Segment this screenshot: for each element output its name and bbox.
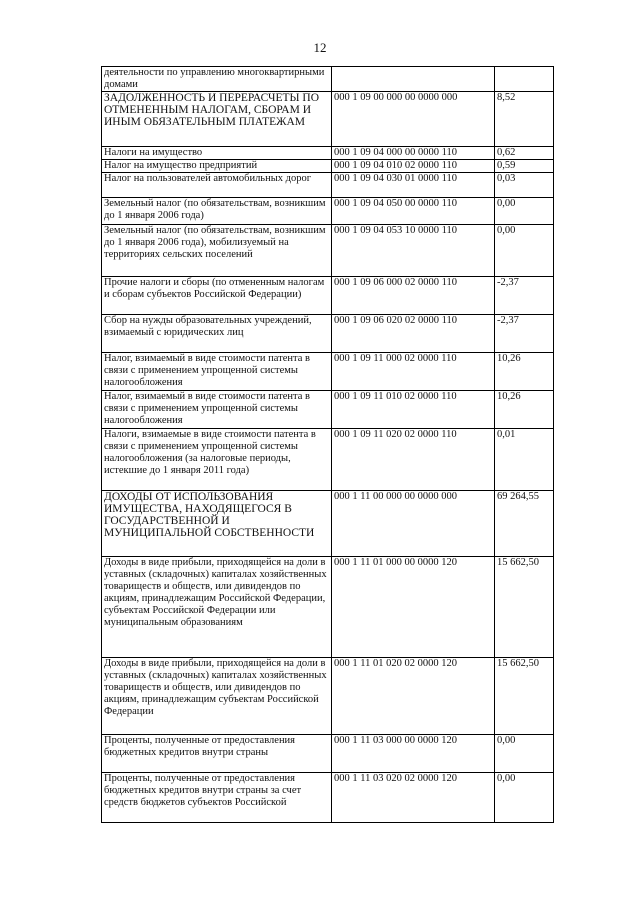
row-code-cell: 000 1 09 04 030 01 0000 110 [332,173,495,198]
row-code-cell: 000 1 09 04 053 10 0000 110 [332,225,495,277]
revenue-table [101,66,554,823]
table-row [102,67,554,92]
row-name-cell: Налог на имущество предприятий [102,160,332,173]
row-name-cell: Налоги, взимаемые в виде стоимости патента в связи с применением упрощенной системы налогообложения (за налоговые периоды, истекшие до 1 января 2011 года) [102,429,332,491]
table-row [102,735,554,773]
table-row [102,557,554,658]
row-amount-cell: 0,01 [495,429,554,491]
row-code-cell: 000 1 09 00 000 00 0000 000 [332,92,495,147]
row-code-cell: 000 1 11 01 020 02 0000 120 [332,658,495,735]
table-row [102,160,554,173]
row-name-cell: Налоги на имущество [102,147,332,160]
table-row [102,225,554,277]
table-row [102,147,554,160]
row-name-cell: Земельный налог (по обязательствам, возникшим до 1 января 2006 года), мобилизуемый на территориях сельских поселений [102,225,332,277]
row-name-cell: Доходы в виде прибыли, приходящейся на доли в уставных (складочных) капиталах хозяйственных товариществ и обществ, или дивидендов по акциям, принадлежащим Российской Федерации, субъектам Российской Федерации или муниципальным образованиям [102,557,332,658]
table-row [102,173,554,198]
row-code-cell: 000 1 09 04 000 00 0000 110 [332,147,495,160]
row-amount-cell: 0,59 [495,160,554,173]
row-code-cell: 000 1 11 03 000 00 0000 120 [332,735,495,773]
table-row [102,773,554,823]
row-amount-cell: 15 662,50 [495,658,554,735]
table-body [102,67,554,823]
row-amount-cell: 15 662,50 [495,557,554,658]
table-row [102,429,554,491]
row-amount-cell: 0,03 [495,173,554,198]
table-row [102,391,554,429]
row-amount-cell: 8,52 [495,92,554,147]
row-name-cell: Прочие налоги и сборы (по отмененным налогам и сборам субъектов Российской Федерации) [102,277,332,315]
row-amount-cell: 0,00 [495,735,554,773]
row-amount-cell: -2,37 [495,315,554,353]
row-amount-cell: -2,37 [495,277,554,315]
row-code-cell: 000 1 11 01 000 00 0000 120 [332,557,495,658]
row-code-cell: 000 1 09 11 000 02 0000 110 [332,353,495,391]
table-row [102,491,554,557]
row-name-cell: Проценты, полученные от предоставления бюджетных кредитов внутри страны за счет средств бюджетов субъектов Российской [102,773,332,823]
table-row [102,658,554,735]
row-amount-cell [495,67,554,92]
row-name-cell: Сбор на нужды образовательных учреждений, взимаемый с юридических лиц [102,315,332,353]
row-name-cell: Проценты, полученные от предоставления бюджетных кредитов внутри страны [102,735,332,773]
row-name-cell: ДОХОДЫ ОТ ИСПОЛЬЗОВАНИЯ ИМУЩЕСТВА, НАХОДЯЩЕГОСЯ В ГОСУДАРСТВЕННОЙ И МУНИЦИПАЛЬНОЙ СОБСТВЕННОСТИ [102,491,332,557]
row-code-cell: 000 1 11 03 020 02 0000 120 [332,773,495,823]
row-amount-cell: 0,00 [495,773,554,823]
table-row [102,198,554,225]
row-amount-cell: 10,26 [495,353,554,391]
table-row [102,353,554,391]
page-number: 12 [313,40,327,55]
row-name-cell: Доходы в виде прибыли, приходящейся на доли в уставных (складочных) капиталах хозяйственных товариществ и обществ, или дивидендов по акциям, принадлежащим субъектам Российской Федерации [102,658,332,735]
row-code-cell: 000 1 09 11 020 02 0000 110 [332,429,495,491]
row-code-cell: 000 1 09 04 010 02 0000 110 [332,160,495,173]
row-amount-cell: 0,00 [495,198,554,225]
row-amount-cell: 10,26 [495,391,554,429]
row-amount-cell: 0,00 [495,225,554,277]
row-code-cell: 000 1 09 11 010 02 0000 110 [332,391,495,429]
row-name-cell: Налог, взимаемый в виде стоимости патента в связи с применением упрощенной системы налогообложения [102,353,332,391]
row-code-cell: 000 1 09 06 000 02 0000 110 [332,277,495,315]
table-row [102,277,554,315]
row-code-cell [332,67,495,92]
row-name-cell: Земельный налог (по обязательствам, возникшим до 1 января 2006 года) [102,198,332,225]
row-code-cell: 000 1 09 06 020 02 0000 110 [332,315,495,353]
table-row [102,315,554,353]
row-amount-cell: 0,62 [495,147,554,160]
row-amount-cell: 69 264,55 [495,491,554,557]
row-code-cell: 000 1 09 04 050 00 0000 110 [332,198,495,225]
row-name-cell: деятельности по управлению многоквартирными домами [102,67,332,92]
row-name-cell: Налог на пользователей автомобильных дорог [102,173,332,198]
row-code-cell: 000 1 11 00 000 00 0000 000 [332,491,495,557]
row-name-cell: Налог, взимаемый в виде стоимости патента в связи с применением упрощенной системы налогообложения [102,391,332,429]
row-name-cell: ЗАДОЛЖЕННОСТЬ И ПЕРЕРАСЧЕТЫ ПО ОТМЕНЕННЫМ НАЛОГАМ, СБОРАМ И ИНЫМ ОБЯЗАТЕЛЬНЫМ ПЛАТЕЖАМ [102,92,332,147]
table-row [102,92,554,147]
